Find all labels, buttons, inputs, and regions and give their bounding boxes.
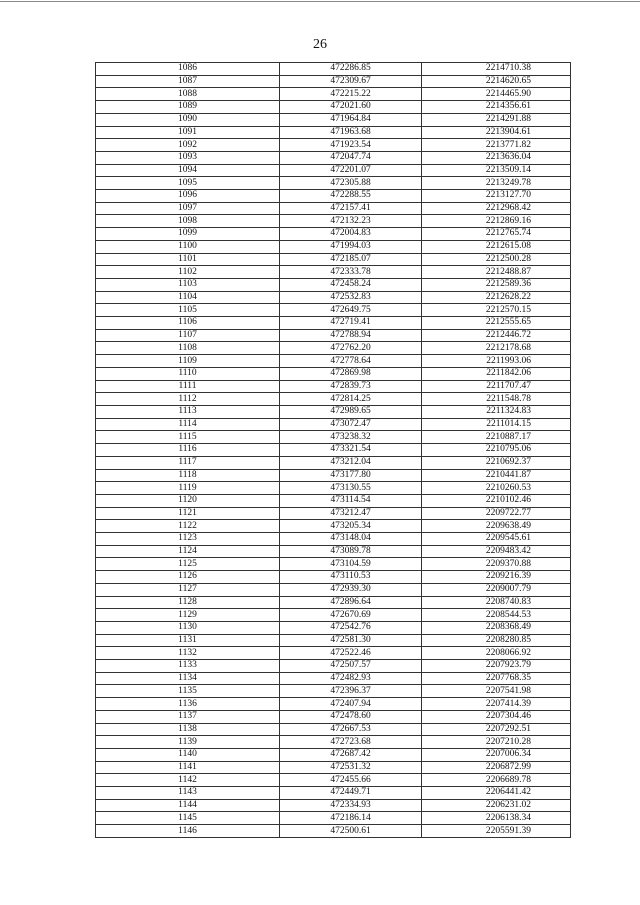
x-coordinate-cell: 472215.22	[280, 88, 422, 101]
table-row	[96, 825, 571, 838]
y-coordinate-cell: 2210441.87	[422, 469, 571, 482]
point-number-cell: 1120	[96, 494, 280, 507]
point-number-cell: 1089	[96, 101, 280, 114]
table-row	[96, 329, 571, 342]
table-row	[96, 469, 571, 482]
point-number-cell: 1132	[96, 647, 280, 660]
table-row	[96, 355, 571, 368]
point-number-cell: 1126	[96, 571, 280, 584]
y-coordinate-cell: 2211548.78	[422, 393, 571, 406]
y-coordinate-cell: 2211993.06	[422, 355, 571, 368]
y-coordinate-cell: 2212178.68	[422, 342, 571, 355]
x-coordinate-cell: 472869.98	[280, 367, 422, 380]
point-number-cell: 1128	[96, 596, 280, 609]
point-number-cell: 1109	[96, 355, 280, 368]
table-row	[96, 596, 571, 609]
y-coordinate-cell: 2211324.83	[422, 405, 571, 418]
y-coordinate-cell: 2208066.92	[422, 647, 571, 660]
x-coordinate-cell: 472522.46	[280, 647, 422, 660]
table-row	[96, 799, 571, 812]
y-coordinate-cell: 2212570.15	[422, 304, 571, 317]
x-coordinate-cell: 473110.53	[280, 571, 422, 584]
x-coordinate-cell: 473177.80	[280, 469, 422, 482]
y-coordinate-cell: 2212869.16	[422, 215, 571, 228]
point-number-cell: 1091	[96, 126, 280, 139]
x-coordinate-cell: 473212.47	[280, 507, 422, 520]
point-number-cell: 1111	[96, 380, 280, 393]
y-coordinate-cell: 2207768.35	[422, 672, 571, 685]
y-coordinate-cell: 2207006.34	[422, 748, 571, 761]
x-coordinate-cell: 471963.68	[280, 126, 422, 139]
table-row	[96, 113, 571, 126]
y-coordinate-cell: 2209007.79	[422, 583, 571, 596]
point-number-cell: 1146	[96, 825, 280, 838]
table-row	[96, 748, 571, 761]
y-coordinate-cell: 2212500.28	[422, 253, 571, 266]
y-coordinate-cell: 2210260.53	[422, 482, 571, 495]
y-coordinate-cell: 2212488.87	[422, 266, 571, 279]
point-number-cell: 1101	[96, 253, 280, 266]
x-coordinate-cell: 472939.30	[280, 583, 422, 596]
x-coordinate-cell: 471923.54	[280, 139, 422, 152]
x-coordinate-cell: 472449.71	[280, 787, 422, 800]
x-coordinate-cell: 472581.30	[280, 634, 422, 647]
table-row	[96, 304, 571, 317]
y-coordinate-cell: 2213636.04	[422, 151, 571, 164]
y-coordinate-cell: 2212628.22	[422, 291, 571, 304]
x-coordinate-cell: 472670.69	[280, 609, 422, 622]
x-coordinate-cell: 472309.67	[280, 75, 422, 88]
y-coordinate-cell: 2210795.06	[422, 444, 571, 457]
x-coordinate-cell: 472719.41	[280, 317, 422, 330]
x-coordinate-cell: 472396.37	[280, 685, 422, 698]
table-row	[96, 533, 571, 546]
point-number-cell: 1142	[96, 774, 280, 787]
table-row	[96, 494, 571, 507]
y-coordinate-cell: 2214356.61	[422, 101, 571, 114]
x-coordinate-cell: 472542.76	[280, 621, 422, 634]
table-row	[96, 583, 571, 596]
point-number-cell: 1095	[96, 177, 280, 190]
x-coordinate-cell: 472458.24	[280, 278, 422, 291]
x-coordinate-cell: 471994.03	[280, 240, 422, 253]
table-row	[96, 723, 571, 736]
point-number-cell: 1141	[96, 761, 280, 774]
x-coordinate-cell: 472047.74	[280, 151, 422, 164]
table-row	[96, 151, 571, 164]
point-number-cell: 1094	[96, 164, 280, 177]
point-number-cell: 1123	[96, 533, 280, 546]
y-coordinate-cell: 2209638.49	[422, 520, 571, 533]
y-coordinate-cell: 2209483.42	[422, 545, 571, 558]
table-row	[96, 571, 571, 584]
y-coordinate-cell: 2209370.88	[422, 558, 571, 571]
y-coordinate-cell: 2213904.61	[422, 126, 571, 139]
y-coordinate-cell: 2206689.78	[422, 774, 571, 787]
table-row	[96, 228, 571, 241]
y-coordinate-cell: 2213127.70	[422, 190, 571, 203]
x-coordinate-cell: 472132.23	[280, 215, 422, 228]
y-coordinate-cell: 2206872.99	[422, 761, 571, 774]
point-number-cell: 1093	[96, 151, 280, 164]
x-coordinate-cell: 472157.41	[280, 202, 422, 215]
y-coordinate-cell: 2208368.49	[422, 621, 571, 634]
point-number-cell: 1145	[96, 812, 280, 825]
y-coordinate-cell: 2207541.98	[422, 685, 571, 698]
point-number-cell: 1113	[96, 405, 280, 418]
y-coordinate-cell: 2212589.36	[422, 278, 571, 291]
y-coordinate-cell: 2208544.53	[422, 609, 571, 622]
point-number-cell: 1121	[96, 507, 280, 520]
table-row	[96, 444, 571, 457]
table-row	[96, 660, 571, 673]
y-coordinate-cell: 2208280.85	[422, 634, 571, 647]
y-coordinate-cell: 2205591.39	[422, 825, 571, 838]
table-row	[96, 380, 571, 393]
y-coordinate-cell: 2206138.34	[422, 812, 571, 825]
table-row	[96, 698, 571, 711]
table-row	[96, 545, 571, 558]
y-coordinate-cell: 2211014.15	[422, 418, 571, 431]
x-coordinate-cell: 472333.78	[280, 266, 422, 279]
table-row	[96, 787, 571, 800]
point-number-cell: 1107	[96, 329, 280, 342]
table-row	[96, 202, 571, 215]
point-number-cell: 1131	[96, 634, 280, 647]
table-row	[96, 634, 571, 647]
x-coordinate-cell: 472778.64	[280, 355, 422, 368]
table-row	[96, 672, 571, 685]
x-coordinate-cell: 472839.73	[280, 380, 422, 393]
table-row	[96, 456, 571, 469]
point-number-cell: 1104	[96, 291, 280, 304]
table-row	[96, 507, 571, 520]
x-coordinate-cell: 472021.60	[280, 101, 422, 114]
x-coordinate-cell: 472482.93	[280, 672, 422, 685]
y-coordinate-cell: 2212555.65	[422, 317, 571, 330]
table-row	[96, 520, 571, 533]
table-row	[96, 75, 571, 88]
point-number-cell: 1130	[96, 621, 280, 634]
table-row	[96, 164, 571, 177]
table-row	[96, 101, 571, 114]
x-coordinate-cell: 471964.84	[280, 113, 422, 126]
x-coordinate-cell: 473238.32	[280, 431, 422, 444]
table-row	[96, 215, 571, 228]
table-row	[96, 253, 571, 266]
table-row	[96, 482, 571, 495]
point-number-cell: 1103	[96, 278, 280, 291]
table-row	[96, 609, 571, 622]
table-row	[96, 647, 571, 660]
x-coordinate-cell: 473089.78	[280, 545, 422, 558]
y-coordinate-cell: 2208740.83	[422, 596, 571, 609]
point-number-cell: 1086	[96, 63, 280, 76]
point-number-cell: 1138	[96, 723, 280, 736]
y-coordinate-cell: 2213771.82	[422, 139, 571, 152]
point-number-cell: 1125	[96, 558, 280, 571]
table-row	[96, 774, 571, 787]
point-number-cell: 1118	[96, 469, 280, 482]
point-number-cell: 1117	[96, 456, 280, 469]
table-row	[96, 139, 571, 152]
table-row	[96, 177, 571, 190]
y-coordinate-cell: 2210692.37	[422, 456, 571, 469]
point-number-cell: 1106	[96, 317, 280, 330]
point-number-cell: 1136	[96, 698, 280, 711]
coordinate-table	[95, 62, 571, 838]
y-coordinate-cell: 2214291.88	[422, 113, 571, 126]
point-number-cell: 1134	[96, 672, 280, 685]
y-coordinate-cell: 2207210.28	[422, 736, 571, 749]
table-row	[96, 266, 571, 279]
point-number-cell: 1124	[96, 545, 280, 558]
x-coordinate-cell: 472788.94	[280, 329, 422, 342]
x-coordinate-cell: 472004.83	[280, 228, 422, 241]
y-coordinate-cell: 2212968.42	[422, 202, 571, 215]
y-coordinate-cell: 2207414.39	[422, 698, 571, 711]
y-coordinate-cell: 2210102.46	[422, 494, 571, 507]
y-coordinate-cell: 2209722.77	[422, 507, 571, 520]
point-number-cell: 1137	[96, 710, 280, 723]
x-coordinate-cell: 472305.88	[280, 177, 422, 190]
point-number-cell: 1119	[96, 482, 280, 495]
y-coordinate-cell: 2209545.61	[422, 533, 571, 546]
table-row	[96, 88, 571, 101]
table-row	[96, 736, 571, 749]
table-row	[96, 367, 571, 380]
x-coordinate-cell: 472649.75	[280, 304, 422, 317]
point-number-cell: 1133	[96, 660, 280, 673]
x-coordinate-cell: 472334.93	[280, 799, 422, 812]
point-number-cell: 1100	[96, 240, 280, 253]
x-coordinate-cell: 472288.55	[280, 190, 422, 203]
y-coordinate-cell: 2207923.79	[422, 660, 571, 673]
x-coordinate-cell: 472478.60	[280, 710, 422, 723]
x-coordinate-cell: 472687.42	[280, 748, 422, 761]
x-coordinate-cell: 472186.14	[280, 812, 422, 825]
table-row	[96, 812, 571, 825]
point-number-cell: 1114	[96, 418, 280, 431]
point-number-cell: 1110	[96, 367, 280, 380]
y-coordinate-cell: 2211707.47	[422, 380, 571, 393]
x-coordinate-cell: 472286.85	[280, 63, 422, 76]
table-row	[96, 342, 571, 355]
point-number-cell: 1122	[96, 520, 280, 533]
x-coordinate-cell: 473114.54	[280, 494, 422, 507]
point-number-cell: 1143	[96, 787, 280, 800]
x-coordinate-cell: 472723.68	[280, 736, 422, 749]
x-coordinate-cell: 473130.55	[280, 482, 422, 495]
y-coordinate-cell: 2213249.78	[422, 177, 571, 190]
table-row	[96, 278, 571, 291]
table-row	[96, 126, 571, 139]
x-coordinate-cell: 473104.59	[280, 558, 422, 571]
x-coordinate-cell: 472507.57	[280, 660, 422, 673]
x-coordinate-cell: 472762.20	[280, 342, 422, 355]
x-coordinate-cell: 472814.25	[280, 393, 422, 406]
y-coordinate-cell: 2214620.65	[422, 75, 571, 88]
x-coordinate-cell: 472201.07	[280, 164, 422, 177]
point-number-cell: 1144	[96, 799, 280, 812]
point-number-cell: 1129	[96, 609, 280, 622]
table-row	[96, 63, 571, 76]
table-row	[96, 685, 571, 698]
coordinate-table-body	[96, 63, 571, 838]
point-number-cell: 1092	[96, 139, 280, 152]
point-number-cell: 1115	[96, 431, 280, 444]
table-row	[96, 431, 571, 444]
x-coordinate-cell: 472989.65	[280, 405, 422, 418]
y-coordinate-cell: 2211842.06	[422, 367, 571, 380]
point-number-cell: 1090	[96, 113, 280, 126]
y-coordinate-cell: 2212446.72	[422, 329, 571, 342]
table-row	[96, 621, 571, 634]
table-row	[96, 291, 571, 304]
table-row	[96, 761, 571, 774]
y-coordinate-cell: 2214465.90	[422, 88, 571, 101]
y-coordinate-cell: 2207292.51	[422, 723, 571, 736]
x-coordinate-cell: 472185.07	[280, 253, 422, 266]
x-coordinate-cell: 472531.32	[280, 761, 422, 774]
table-row	[96, 558, 571, 571]
x-coordinate-cell: 473205.34	[280, 520, 422, 533]
point-number-cell: 1127	[96, 583, 280, 596]
point-number-cell: 1098	[96, 215, 280, 228]
point-number-cell: 1135	[96, 685, 280, 698]
table-row	[96, 710, 571, 723]
x-coordinate-cell: 472532.83	[280, 291, 422, 304]
x-coordinate-cell: 473148.04	[280, 533, 422, 546]
point-number-cell: 1097	[96, 202, 280, 215]
y-coordinate-cell: 2210887.17	[422, 431, 571, 444]
point-number-cell: 1105	[96, 304, 280, 317]
point-number-cell: 1099	[96, 228, 280, 241]
y-coordinate-cell: 2212765.74	[422, 228, 571, 241]
point-number-cell: 1087	[96, 75, 280, 88]
table-row	[96, 317, 571, 330]
page-number: 26	[313, 37, 327, 52]
y-coordinate-cell: 2213509.14	[422, 164, 571, 177]
point-number-cell: 1112	[96, 393, 280, 406]
table-row	[96, 405, 571, 418]
x-coordinate-cell: 472407.94	[280, 698, 422, 711]
x-coordinate-cell: 473321.54	[280, 444, 422, 457]
point-number-cell: 1102	[96, 266, 280, 279]
x-coordinate-cell: 472500.61	[280, 825, 422, 838]
top-rule	[0, 1, 640, 2]
y-coordinate-cell: 2214710.38	[422, 63, 571, 76]
y-coordinate-cell: 2212615.08	[422, 240, 571, 253]
table-row	[96, 190, 571, 203]
point-number-cell: 1116	[96, 444, 280, 457]
point-number-cell: 1140	[96, 748, 280, 761]
point-number-cell: 1108	[96, 342, 280, 355]
point-number-cell: 1096	[96, 190, 280, 203]
y-coordinate-cell: 2206231.02	[422, 799, 571, 812]
y-coordinate-cell: 2209216.39	[422, 571, 571, 584]
point-number-cell: 1088	[96, 88, 280, 101]
x-coordinate-cell: 473072.47	[280, 418, 422, 431]
x-coordinate-cell: 472455.66	[280, 774, 422, 787]
table-row	[96, 418, 571, 431]
x-coordinate-cell: 473212.04	[280, 456, 422, 469]
y-coordinate-cell: 2207304.46	[422, 710, 571, 723]
x-coordinate-cell: 472896.64	[280, 596, 422, 609]
table-row	[96, 393, 571, 406]
x-coordinate-cell: 472667.53	[280, 723, 422, 736]
table-row	[96, 240, 571, 253]
y-coordinate-cell: 2206441.42	[422, 787, 571, 800]
point-number-cell: 1139	[96, 736, 280, 749]
